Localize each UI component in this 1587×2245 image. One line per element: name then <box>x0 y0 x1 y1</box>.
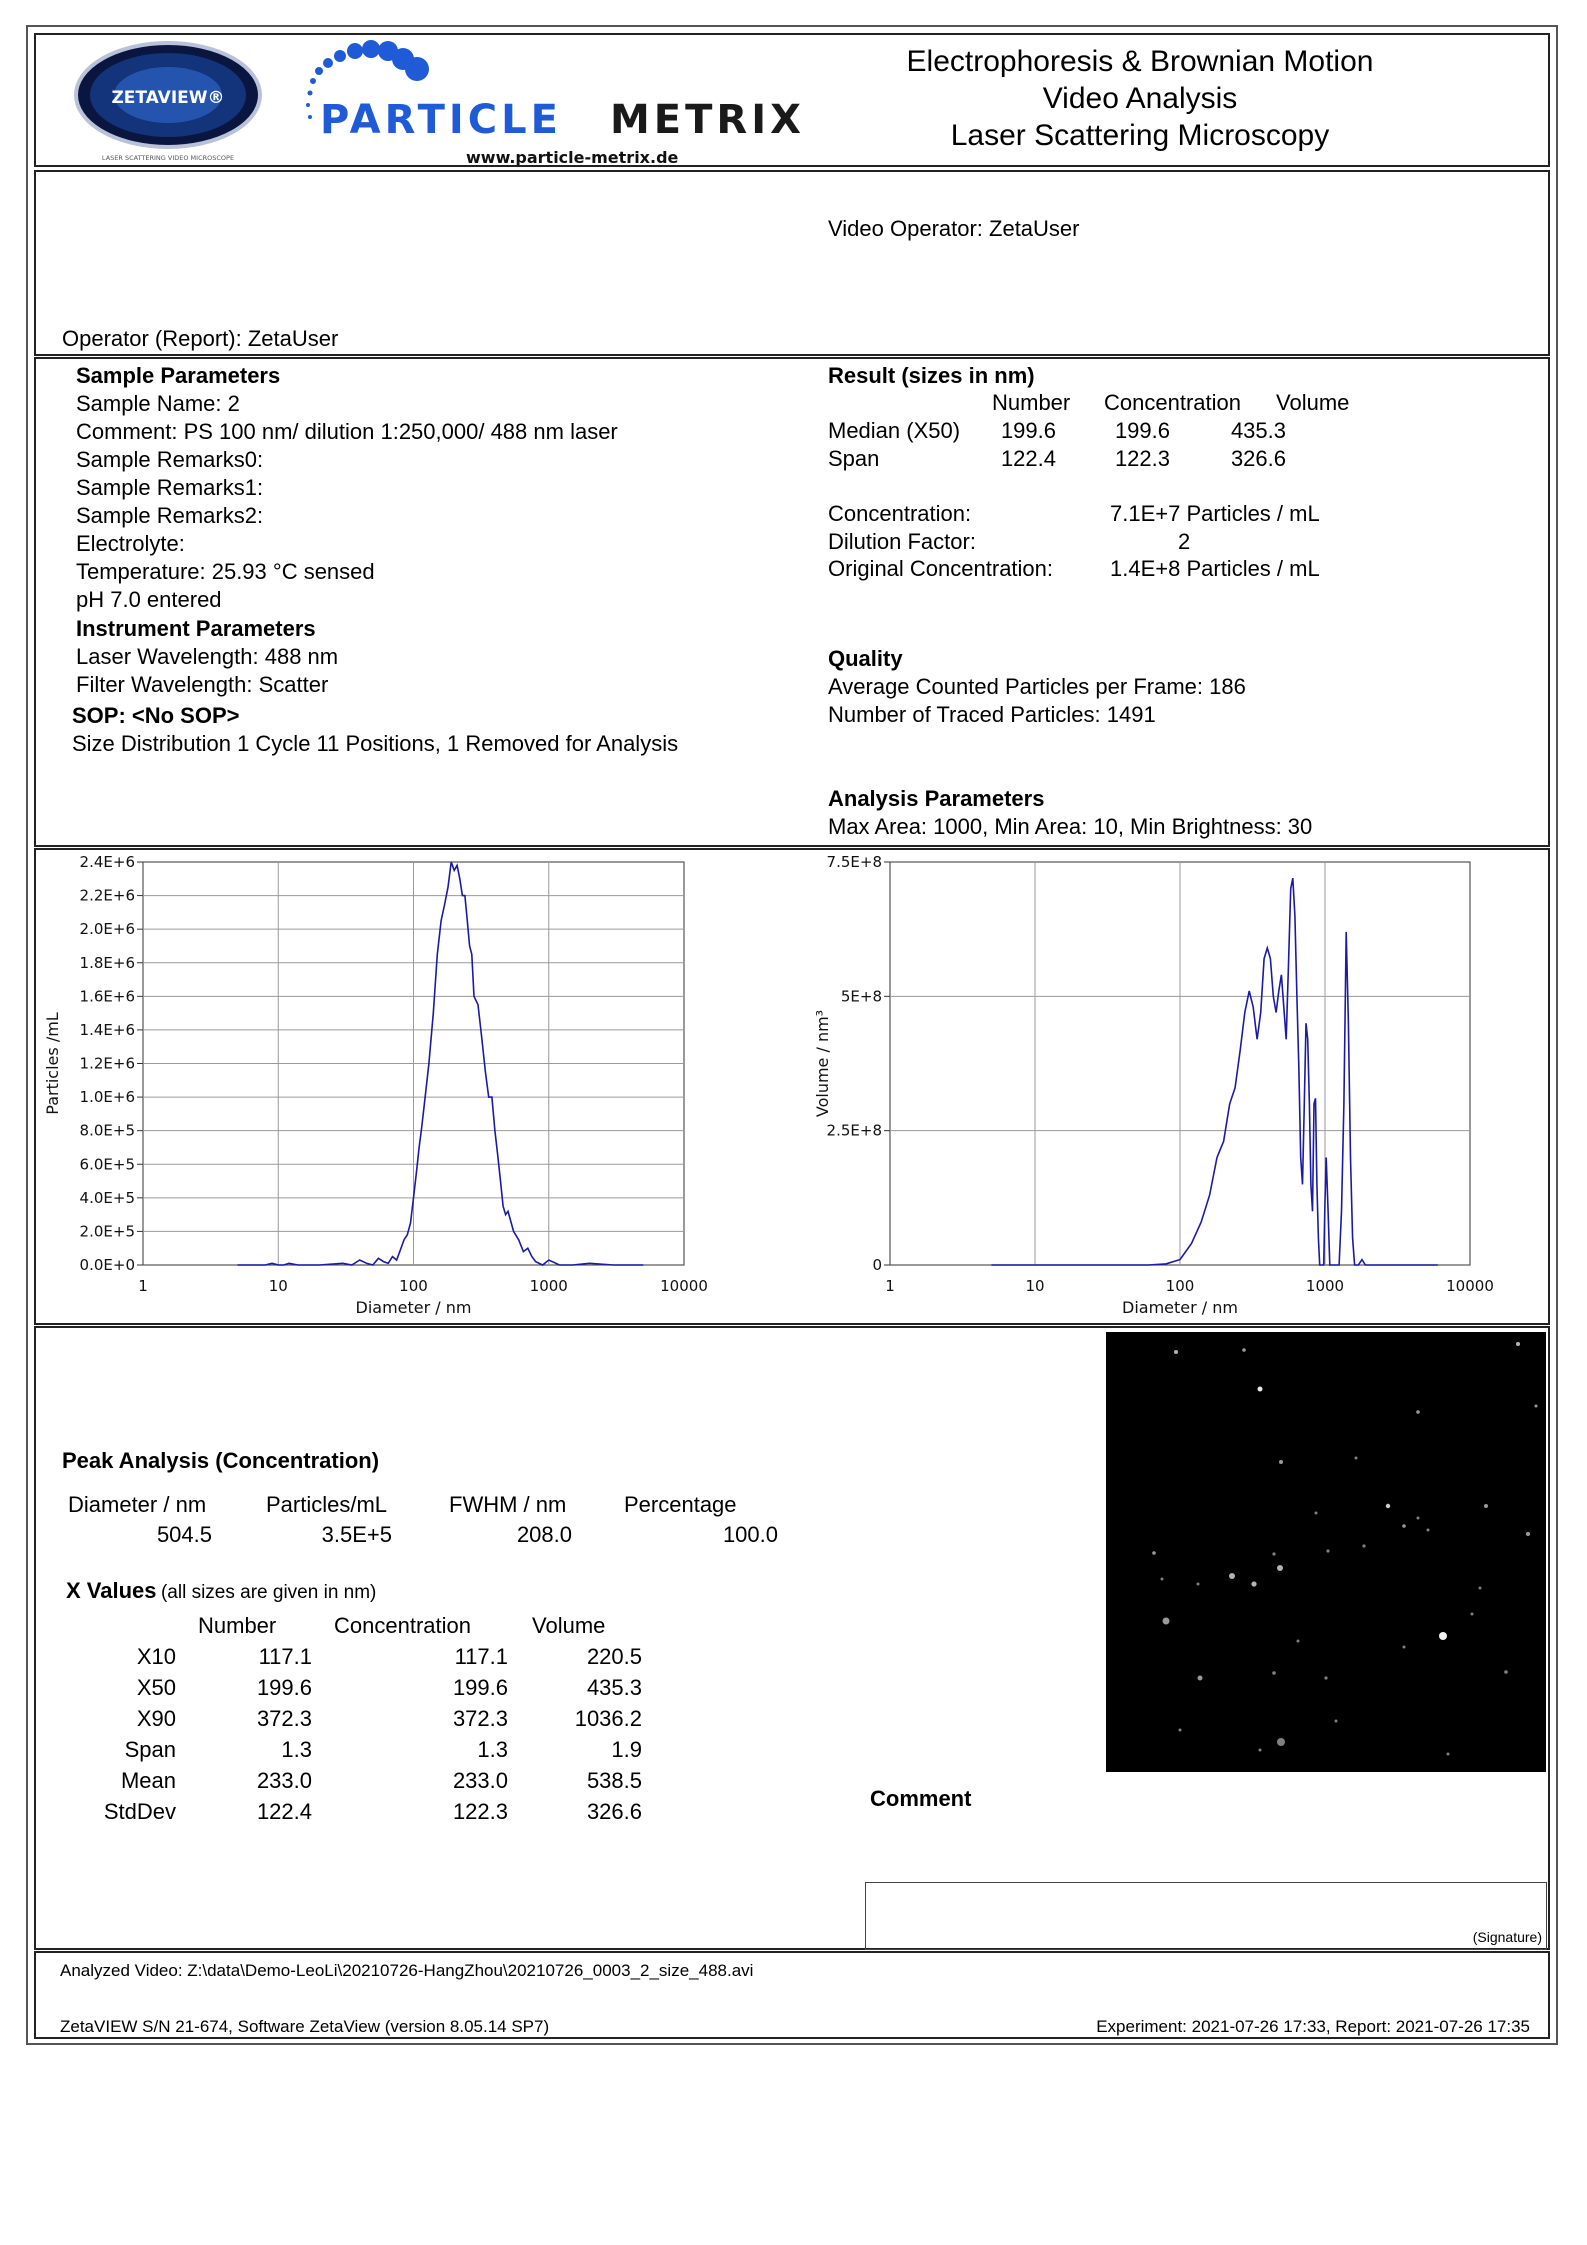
charts-section <box>34 848 1550 1325</box>
parameters-section <box>34 357 1550 847</box>
peak-analysis-heading: Peak Analysis (Concentration) <box>62 1448 380 1473</box>
zetaview-logo-subtext: LASER SCATTERING VIDEO MICROSCOPE <box>101 154 235 162</box>
x-tick-label: 10000 <box>1446 1277 1494 1295</box>
dilution-value: 2 <box>1178 529 1191 554</box>
x-tick-label: 10000 <box>660 1277 708 1295</box>
laser-wavelength: Laser Wavelength: 488 nm <box>76 644 339 669</box>
x-values-row-label: Mean <box>120 1768 176 1793</box>
sample-temperature: Temperature: 25.93 °C sensed <box>76 559 375 584</box>
x-values-cell: 372.3 <box>256 1706 312 1731</box>
peak-col-fwhm: FWHM / nm <box>449 1492 567 1517</box>
report-title <box>860 43 1420 154</box>
instrument-parameters-heading: Instrument Parameters <box>76 616 316 641</box>
peak-col-particles: Particles/mL <box>266 1492 388 1517</box>
sample-parameters-list <box>76 390 618 614</box>
xval-col-volume: Volume <box>532 1613 606 1638</box>
x-values-cell: 326.6 <box>586 1799 642 1824</box>
y-tick-label: 2.2E+6 <box>79 886 135 905</box>
comment-label: Comment <box>870 1786 972 1811</box>
x-values-heading: X Values <box>66 1578 157 1603</box>
analysis-parameters-heading: Analysis Parameters <box>828 786 1045 811</box>
xval-col-concentration: Concentration <box>334 1613 471 1638</box>
original-concentration-label: Original Concentration: <box>828 556 1054 581</box>
sample-electrolyte: Electrolyte: <box>76 531 185 556</box>
x-axis-label: Diameter / nm <box>355 1298 472 1317</box>
sample-remarks0: Sample Remarks0: <box>76 447 264 472</box>
result-heading: Result (sizes in nm) <box>828 363 1035 388</box>
result-col-concentration: Concentration <box>1104 390 1241 415</box>
result-span-label: Span <box>828 446 880 471</box>
report-timestamps: Experiment: 2021-07-26 17:33, Report: 2021-07-26 17:35 <box>1096 2017 1530 2036</box>
quality-heading: Quality <box>828 646 903 671</box>
y-tick-label: 0.0E+0 <box>79 1256 135 1274</box>
y-tick-label: 2.5E+8 <box>826 1121 882 1140</box>
x-values-cell: 372.3 <box>452 1706 508 1731</box>
x-values-row-label: Span <box>124 1737 176 1762</box>
xval-col-number: Number <box>198 1613 277 1638</box>
volume-distribution-chart <box>756 850 1548 1323</box>
result-median-concentration: 199.6 <box>1114 418 1170 443</box>
x-tick-label: 1 <box>885 1277 895 1295</box>
concentration-label: Concentration: <box>828 501 972 526</box>
result-span-concentration: 122.3 <box>1114 446 1170 471</box>
result-median-number: 199.6 <box>1000 418 1056 443</box>
y-axis-label: Volume / nm³ <box>813 1009 832 1118</box>
x-tick-label: 1000 <box>529 1277 568 1295</box>
signature-label: (Signature) <box>1472 1929 1542 1945</box>
sample-remarks2: Sample Remarks2: <box>76 503 264 528</box>
y-tick-label: 2.0E+5 <box>79 1222 135 1241</box>
analysis-parameters: Max Area: 1000, Min Area: 10, Min Brightness: 30 <box>828 814 1313 839</box>
zetaview-logo <box>70 39 280 163</box>
traced-particles: Number of Traced Particles: 1491 <box>828 702 1156 727</box>
y-tick-label: 0 <box>872 1256 882 1274</box>
software-info: ZetaVIEW S/N 21-674, Software ZetaView (version 8.05.14 SP7) <box>60 2017 550 2036</box>
y-tick-label: 5E+8 <box>840 987 882 1006</box>
x-values-cell: 538.5 <box>586 1768 642 1793</box>
peak-percentage-value: 100.0 <box>722 1522 778 1547</box>
original-concentration-value: 1.4E+8 Particles / mL <box>1110 556 1320 581</box>
x-values-cell: 117.1 <box>454 1644 508 1669</box>
video-frame-image <box>1106 1332 1546 1772</box>
x-values-note: (all sizes are given in nm) <box>160 1582 377 1603</box>
title-line-2: Video Analysis <box>1042 82 1238 115</box>
result-span-volume: 326.6 <box>1230 446 1286 471</box>
analyzed-video-path: Analyzed Video: Z:\data\Demo-LeoLi\20210726-HangZhou\20210726_0003_2_size_488.avi <box>60 1961 754 1980</box>
x-values-cell: 1036.2 <box>574 1706 642 1731</box>
report-header <box>34 33 1550 167</box>
sample-remarks1: Sample Remarks1: <box>76 475 264 500</box>
report-footer <box>34 1951 1550 2039</box>
x-values-cell: 1.3 <box>477 1737 508 1762</box>
x-tick-label: 100 <box>399 1277 428 1295</box>
peak-fwhm-value: 208.0 <box>516 1522 572 1547</box>
y-tick-label: 1.8E+6 <box>79 953 135 972</box>
sop-description: Size Distribution 1 Cycle 11 Positions, 1 Removed for Analysis <box>72 731 679 756</box>
x-values-row-label: X10 <box>136 1644 176 1669</box>
y-tick-label: 1.6E+6 <box>79 987 135 1006</box>
peak-col-diameter: Diameter / nm <box>68 1492 207 1517</box>
x-values-row-label: X50 <box>136 1675 176 1700</box>
result-median-label: Median (X50) <box>828 418 961 443</box>
x-values-cell: 1.9 <box>611 1737 642 1762</box>
zetaview-logo-text: ZETAVIEW® <box>111 88 225 108</box>
x-values-cell: 233.0 <box>452 1768 508 1793</box>
y-tick-label: 8.0E+5 <box>79 1121 135 1140</box>
filter-wavelength: Filter Wavelength: Scatter <box>76 672 329 697</box>
report-operator: Operator (Report): ZetaUser <box>62 326 339 351</box>
signature-box[interactable] <box>865 1882 1547 1950</box>
x-values-cell: 233.0 <box>256 1768 312 1793</box>
x-values-cell: 117.1 <box>258 1644 312 1669</box>
sample-parameters-heading: Sample Parameters <box>76 363 281 388</box>
x-values-cell: 122.4 <box>256 1799 312 1824</box>
x-values-cell: 220.5 <box>586 1644 642 1669</box>
title-line-1: Electrophoresis & Brownian Motion <box>906 45 1374 78</box>
y-tick-label: 1.4E+6 <box>79 1020 135 1039</box>
concentration-value: 7.1E+7 Particles / mL <box>1110 501 1320 526</box>
operator-section <box>34 170 1550 356</box>
logo-word-metrix: METRIX <box>610 97 805 143</box>
peak-col-percentage: Percentage <box>624 1492 737 1517</box>
sample-ph: pH 7.0 entered <box>76 587 222 612</box>
particle-frame-dots <box>1106 1332 1546 1772</box>
x-values-row-label: X90 <box>136 1706 176 1731</box>
particle-metrix-logo <box>286 39 866 165</box>
particle-metrix-url: www.particle-metrix.de <box>466 148 679 165</box>
x-values-heading-row <box>66 1578 376 1604</box>
y-tick-label: 1.0E+6 <box>79 1088 135 1107</box>
x-tick-label: 10 <box>268 1277 288 1295</box>
x-values-cell: 122.3 <box>452 1799 508 1824</box>
avg-counted-particles: Average Counted Particles per Frame: 186 <box>828 674 1246 699</box>
x-axis-label: Diameter / nm <box>1122 1298 1238 1317</box>
result-span-number: 122.4 <box>1000 446 1056 471</box>
x-tick-label: 100 <box>1165 1277 1195 1295</box>
y-tick-label: 4.0E+5 <box>79 1188 135 1207</box>
sample-name: Sample Name: 2 <box>76 391 240 416</box>
sop-heading: SOP: <No SOP> <box>72 703 240 728</box>
title-line-3: Laser Scattering Microscopy <box>950 119 1330 152</box>
x-values-cell: 1.3 <box>281 1737 312 1762</box>
y-tick-label: 7.5E+8 <box>826 853 882 871</box>
peak-particles-value: 3.5E+5 <box>321 1522 392 1547</box>
x-tick-label: 1000 <box>1305 1277 1345 1295</box>
x-tick-label: 1 <box>138 1277 148 1295</box>
result-col-volume: Volume <box>1276 390 1350 415</box>
peak-analysis-section <box>34 1326 1550 1950</box>
logo-word-particle: PARTICLE <box>320 97 562 143</box>
y-tick-label: 2.0E+6 <box>79 920 135 939</box>
y-axis-label: Particles /mL <box>43 1012 62 1115</box>
x-values-cell: 199.6 <box>256 1675 312 1700</box>
y-tick-label: 1.2E+6 <box>79 1054 135 1073</box>
x-tick-label: 10 <box>1025 1277 1045 1295</box>
instrument-parameters-list <box>76 643 338 699</box>
x-values-cell: 435.3 <box>586 1675 642 1700</box>
quality-list <box>828 673 1246 729</box>
y-tick-label: 2.4E+6 <box>79 853 135 871</box>
sample-comment: Comment: PS 100 nm/ dilution 1:250,000/ 488 nm laser <box>76 419 618 444</box>
x-values-cell: 199.6 <box>452 1675 508 1700</box>
particles-distribution-chart <box>36 850 756 1323</box>
video-operator: Video Operator: ZetaUser <box>828 216 1080 241</box>
dilution-label: Dilution Factor: <box>828 529 976 554</box>
x-values-row-label: StdDev <box>103 1799 176 1824</box>
result-median-volume: 435.3 <box>1230 418 1286 443</box>
y-tick-label: 6.0E+5 <box>79 1155 135 1174</box>
result-col-number: Number <box>992 390 1071 415</box>
peak-diameter-value: 504.5 <box>156 1522 212 1547</box>
